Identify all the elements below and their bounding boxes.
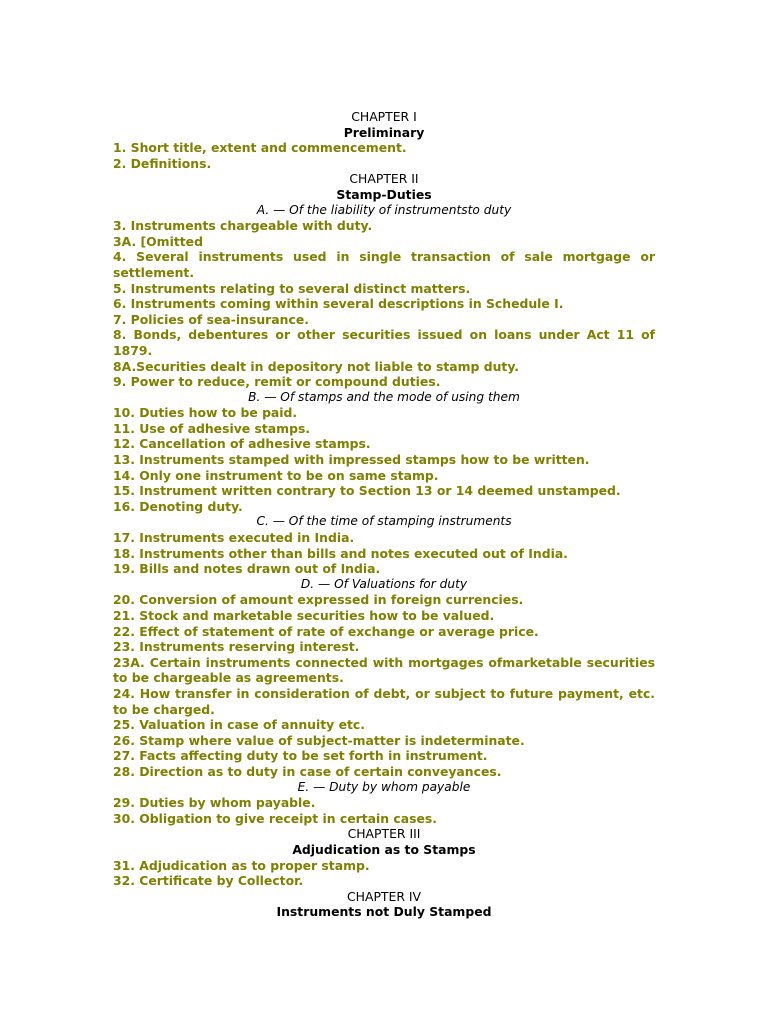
toc-entry: 20. Conversion of amount expressed in foreign currencies. xyxy=(113,592,524,608)
toc-entry: 1. Short title, extent and commencement. xyxy=(113,140,407,156)
toc-entry: 14. Only one instrument to be on same stamp. xyxy=(113,467,439,483)
toc-entry: 7. Policies of sea-insurance. xyxy=(113,311,309,327)
toc-entry: 12. Cancellation of adhesive stamps. xyxy=(113,436,371,452)
toc-entry: 18. Instruments other than bills and notes executed out of India. xyxy=(113,545,568,561)
chapter-heading: CHAPTER I xyxy=(351,109,417,124)
chapter-title: Instruments not Duly Stamped xyxy=(276,904,492,920)
toc-entry: 3. Instruments chargeable with duty. xyxy=(113,218,373,234)
section-subheading: B. — Of stamps and the mode of using them xyxy=(248,389,520,404)
section-subheading: E. — Duty by whom payable xyxy=(297,779,471,794)
toc-entry: 24. How transfer in consideration of debt, or subject to future payment, etc. to be charged. xyxy=(113,685,655,717)
toc-entry: 27. Facts affecting duty to be set forth in instrument. xyxy=(113,748,488,764)
toc-entry: 6. Instruments coming within several descriptions in Schedule I. xyxy=(113,296,564,312)
toc-entry: 10. Duties how to be paid. xyxy=(113,405,298,421)
table-of-contents xyxy=(113,109,655,920)
toc-entry: 31. Adjudication as to proper stamp. xyxy=(113,857,370,873)
chapter-title: Preliminary xyxy=(343,124,425,140)
toc-entry: 25. Valuation in case of annuity etc. xyxy=(113,717,365,733)
section-subheading: A. — Of the liability of instrumentsto duty xyxy=(256,202,512,217)
toc-entry: 4. Several instruments used in single transaction of sale mortgage or settlement. xyxy=(113,249,655,280)
toc-entry: 8. Bonds, debentures or other securities issued on loans under Act 11 of 1879. xyxy=(113,327,655,358)
toc-entry: 2. Definitions. xyxy=(113,155,212,171)
section-subheading: C. — Of the time of stamping instruments xyxy=(256,514,512,529)
toc-entry: 22. Effect of statement of rate of exchange or average price. xyxy=(113,623,539,639)
toc-entry: 30. Obligation to give receipt in certain cases. xyxy=(113,810,437,826)
toc-entry: 23. Instruments reserving interest. xyxy=(113,639,360,655)
toc-entry: 11. Use of adhesive stamps. xyxy=(113,420,311,436)
toc-entry: 29. Duties by whom payable. xyxy=(113,795,316,811)
toc-entry: 32. Certificate by Collector. xyxy=(113,873,304,889)
toc-entry: 17. Instruments executed in India. xyxy=(113,530,355,546)
toc-entry: 13. Instruments stamped with impressed stamps how to be written. xyxy=(113,452,590,468)
toc-entry: 26. Stamp where value of subject-matter is indeterminate. xyxy=(113,732,525,748)
toc-entry: 23A. Certain instruments connected with mortgages ofmarketable securities to be chargeable as agreements. xyxy=(113,654,655,686)
toc-entry: 16. Denoting duty. xyxy=(113,498,243,514)
chapter-heading: CHAPTER III xyxy=(347,826,421,842)
toc-entry: 8A.Securities dealt in depository not liable to stamp duty. xyxy=(113,358,519,374)
toc-entry: 9. Power to reduce, remit or compound duties. xyxy=(113,374,441,390)
chapter-heading: CHAPTER II xyxy=(349,171,419,187)
section-subheading: D. — Of Valuations for duty xyxy=(300,576,468,591)
toc-entry: 3A. [Omitted xyxy=(113,233,203,249)
chapter-heading: CHAPTER IV xyxy=(347,888,421,904)
toc-entry: 21. Stock and marketable securities how to be valued. xyxy=(113,608,495,623)
chapter-title: Adjudication as to Stamps xyxy=(292,841,476,857)
toc-entry: 15. Instrument written contrary to Section 13 or 14 deemed unstamped. xyxy=(113,483,621,499)
toc-entry: 19. Bills and notes drawn out of India. xyxy=(113,561,381,577)
toc-entry: 5. Instruments relating to several distinct matters. xyxy=(113,280,471,296)
chapter-title: Stamp-Duties xyxy=(336,186,432,202)
toc-entry: 28. Direction as to duty in case of certain conveyances. xyxy=(113,763,502,779)
